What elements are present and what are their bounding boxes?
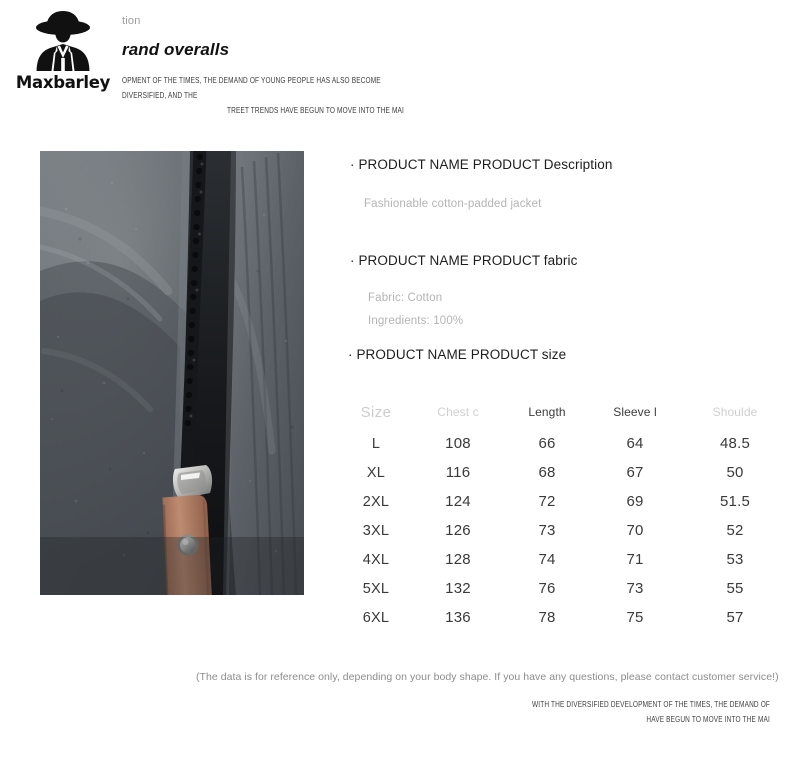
cell-sleeve: 71 [626,551,644,568]
page-title: rand overalls [122,40,230,59]
size-heading: · PRODUCT NAME PRODUCT size [348,347,567,362]
table-row [340,458,790,487]
person-in-hat-silhouette-icon [24,8,102,74]
table-row [340,574,790,603]
column-header-chest: Chest c [437,405,479,419]
brand-logo [10,8,116,104]
cell-length: 68 [538,464,556,481]
size-chart-table [340,395,790,632]
cell-length: 66 [538,435,556,452]
cell-chest: 116 [445,464,471,481]
cell-shoulder: 57 [726,609,744,626]
table-row [340,545,790,574]
cell-size: 5XL [362,580,390,597]
cell-length: 73 [538,522,556,539]
fabric-material: Fabric: Cotton [368,292,443,304]
column-header-sleeve: Sleeve l [613,405,657,419]
size-chart-disclaimer: (The data is for reference only, depending on your body shape. If you have any questions, please contact customer service!) [196,671,779,683]
cell-length: 72 [538,493,556,510]
footer-line-1: WITH THE DIVERSIFIED DEVELOPMENT OF THE TIMES, THE DEMAND OF [531,700,771,710]
cell-shoulder: 50 [726,464,744,481]
fabric-ingredients: Ingredients: 100% [368,315,464,327]
cell-size: L [371,435,381,452]
cell-length: 78 [538,609,556,626]
cell-chest: 108 [445,435,471,452]
cell-shoulder: 51.5 [720,493,750,510]
cell-sleeve: 75 [626,609,644,626]
cell-sleeve: 69 [626,493,644,510]
table-row [340,516,790,545]
cell-size: 6XL [362,609,390,626]
product-image [40,151,304,595]
header-kicker: tion [122,15,141,27]
cell-size: 3XL [362,522,390,539]
cell-chest: 126 [445,522,471,539]
cell-shoulder: 48.5 [720,435,750,452]
brand-wordmark: Maxbarley [15,73,111,92]
header-subtitle [122,74,404,119]
table-row [340,603,790,632]
cell-size: 4XL [362,551,390,568]
table-row [340,429,790,458]
header-subtitle-line-1: OPMENT OF THE TIMES, THE DEMAND OF YOUNG PEOPLE HAS ALSO BECOME DIVERSIFIED, AND THE [122,76,381,101]
jacket-zipper-photo [40,151,304,595]
cell-size: 2XL [362,493,390,510]
cell-length: 76 [538,580,556,597]
cell-chest: 132 [445,580,471,597]
table-row [340,487,790,516]
cell-sleeve: 64 [626,435,644,452]
cell-length: 74 [538,551,556,568]
cell-size: XL [366,464,386,481]
size-chart-header-row [340,395,790,429]
column-header-length: Length [528,405,566,419]
cell-shoulder: 53 [726,551,744,568]
fabric-heading: · PRODUCT NAME PRODUCT fabric [350,253,578,268]
footer-line-2: HAVE BEGUN TO MOVE INTO THE MAI [646,715,770,725]
header-subtitle-line-2: TREET TRENDS HAVE BEGUN TO MOVE INTO THE MAI [227,106,404,116]
cell-shoulder: 52 [726,522,744,539]
cell-chest: 136 [445,609,471,626]
page-header [0,0,790,130]
column-header-shoulder: Shoulde [712,405,758,419]
cell-shoulder: 55 [726,580,744,597]
cell-sleeve: 73 [626,580,644,597]
description-heading: · PRODUCT NAME PRODUCT Description [350,157,613,172]
cell-chest: 124 [445,493,471,510]
cell-sleeve: 70 [626,522,644,539]
cell-chest: 128 [445,551,471,568]
description-text: Fashionable cotton-padded jacket [364,198,542,210]
column-header-size: Size [360,403,392,421]
cell-sleeve: 67 [626,464,644,481]
footer-note [520,698,782,728]
